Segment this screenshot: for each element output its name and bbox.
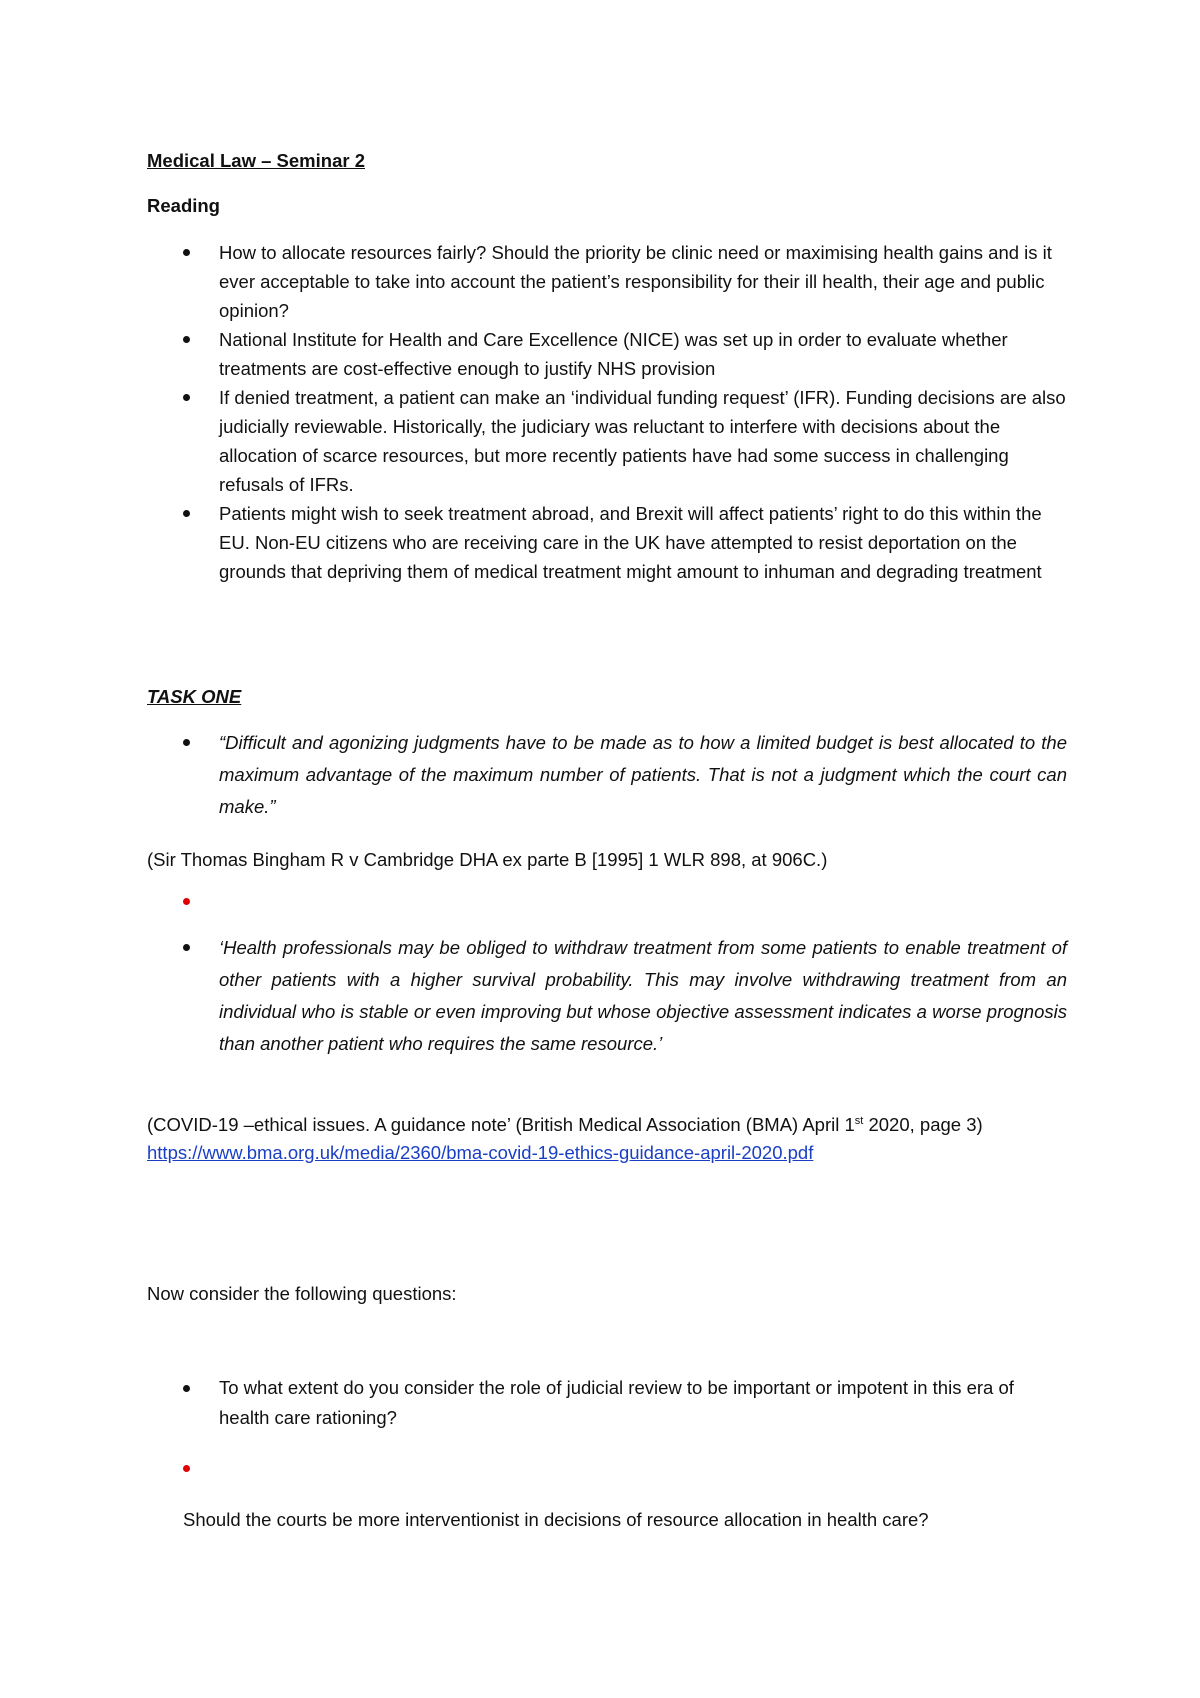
- list-item: National Institute for Health and Care Excellence (NICE) was set up in order to evaluate whether treatments are cost-effective enough to justify NHS provision: [147, 325, 1067, 383]
- consider-text: Now consider the following questions:: [147, 1283, 457, 1304]
- question-1: [147, 1373, 1067, 1433]
- list-item: Patients might wish to seek treatment abroad, and Brexit will affect patients’ right to do this within the EU. Non-EU citizens who are receiving care in the UK have attempted to resist deportation on the grounds that depriving them of medical treatment might amount to inhuman and degrading treatment: [147, 499, 1067, 586]
- bullet-icon: [183, 1385, 190, 1392]
- bullet-icon: [183, 249, 190, 256]
- bma-guidance-link[interactable]: https://www.bma.org.uk/media/2360/bma-covid-19-ethics-guidance-april-2020.pdf: [147, 1142, 814, 1163]
- quote-bma: [147, 932, 1067, 1060]
- quote-text: “Difficult and agonizing judgments have to be made as to how a limited budget is best allocated to the maximum advantage of the maximum number of patients. That is not a judgment which the court can make.”: [219, 732, 1067, 817]
- bullet-icon: [183, 739, 190, 746]
- reading-heading: Reading: [147, 195, 220, 216]
- citation-bingham: (Sir Thomas Bingham R v Cambridge DHA ex parte B [1995] 1 WLR 898, at 906C.): [147, 849, 828, 870]
- red-bullet-icon: [183, 898, 190, 905]
- list-item: If denied treatment, a patient can make an ‘individual funding request’ (IFR). Funding decisions are also judicially reviewable. Historically, the judiciary was reluctant to interfere with decisions about the allocation of scarce resources, but more recently patients have had some success in challenging refusals of IFRs.: [147, 383, 1067, 499]
- bullet-icon: [183, 336, 190, 343]
- page-title: Medical Law – Seminar 2: [147, 150, 365, 171]
- quote-bingham: [147, 727, 1067, 823]
- bullet-icon: [183, 510, 190, 517]
- question-2: Should the courts be more interventionist in decisions of resource allocation in health care?: [183, 1509, 929, 1530]
- quote-text: ‘Health professionals may be obliged to withdraw treatment from some patients to enable treatment of other patients with a higher survival probability. This may involve withdrawing treatment from an individual who is stable or even improving but whose objective assessment indicates a worse prognosis than another patient who requires the same resource.’: [219, 937, 1067, 1054]
- question-text: To what extent do you consider the role of judicial review to be important or impotent in this era of health care rationing?: [219, 1377, 1014, 1428]
- citation-bma: (COVID-19 –ethical issues. A guidance note’ (British Medical Association (BMA) April 1st 2020, page 3): [147, 1114, 983, 1135]
- task-heading: TASK ONE: [147, 686, 242, 707]
- bullet-icon: [183, 944, 190, 951]
- reading-list: [147, 238, 1067, 586]
- bullet-icon: [183, 394, 190, 401]
- list-item: How to allocate resources fairly? Should the priority be clinic need or maximising health gains and is it ever acceptable to take into account the patient’s responsibility for their ill health, their age and public opinion?: [147, 238, 1067, 325]
- red-bullet-icon: [183, 1465, 190, 1472]
